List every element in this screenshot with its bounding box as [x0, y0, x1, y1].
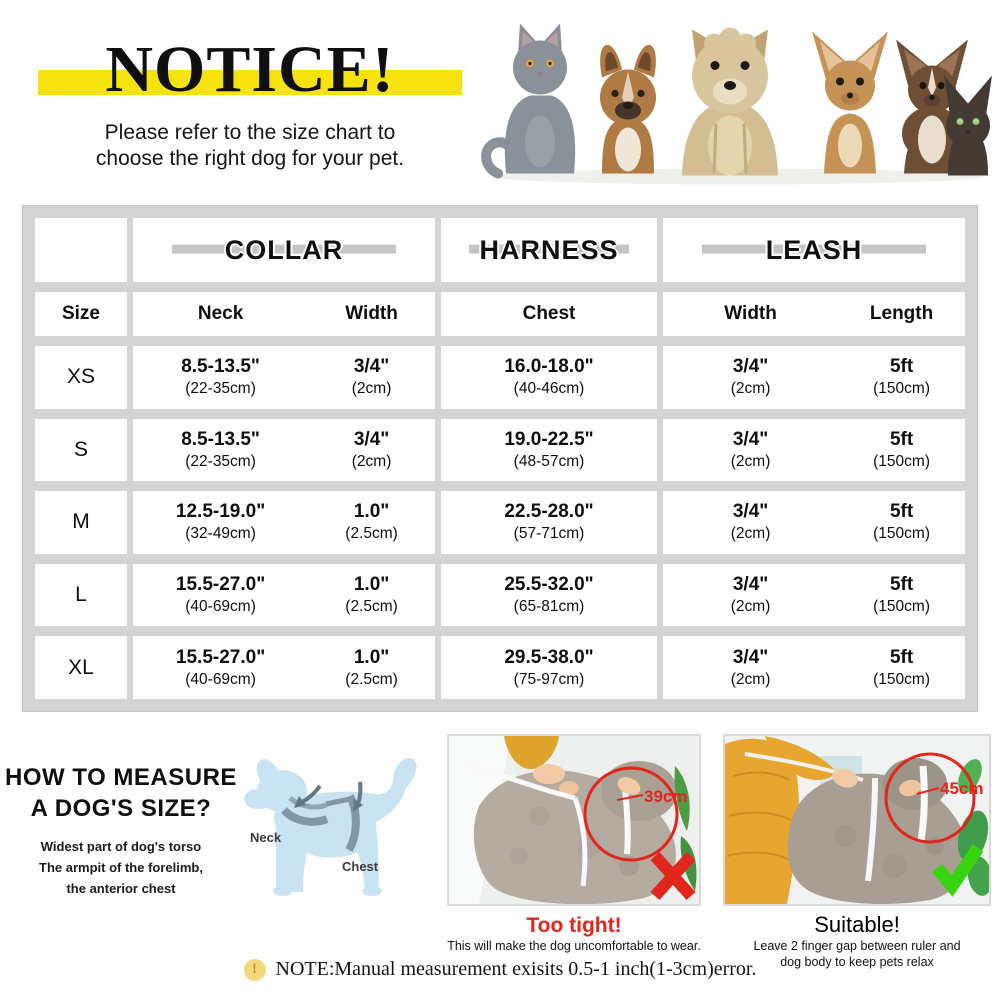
col-header-collar [133, 292, 435, 336]
harness-cell [441, 419, 657, 482]
footer-note-text: NOTE:Manual measurement exisits 0.5-1 inch(1-3cm)error. [275, 958, 757, 980]
col-header-length: Length [869, 303, 934, 324]
collar-width-cm: (2.5cm) [345, 525, 398, 543]
length-cm: (150cm) [873, 598, 930, 616]
neck-value: 15.5-27.0" [175, 574, 266, 596]
suitable-caption: Suitable! [814, 912, 900, 937]
footer-note [0, 958, 1000, 981]
harness-cell [441, 564, 657, 627]
length-cm: (150cm) [873, 670, 930, 688]
gray-cat [486, 24, 575, 174]
too-tight-caption: Too tight! [526, 914, 622, 937]
leash-width-cm: (2cm) [730, 452, 771, 470]
collar-width-cm: (2.5cm) [345, 598, 398, 616]
group-header-collar [133, 218, 435, 282]
leash-width-value: 3/4" [732, 356, 769, 378]
suitable-description-line1: Leave 2 finger gap between ruler and [753, 939, 961, 953]
suitable-measurement: 45cm [940, 779, 984, 798]
collar-cell [133, 564, 435, 627]
chest-label: Chest [342, 859, 379, 874]
chest-cm: (48-57cm) [513, 452, 585, 470]
chest-cm: (57-71cm) [513, 525, 585, 543]
length-cm: (150cm) [873, 380, 930, 398]
col-header-collar-width: Width [345, 303, 398, 324]
pets-photo [468, 2, 1000, 190]
collar-width-cm: (2cm) [351, 380, 392, 398]
collar-width-value: 1.0" [353, 646, 390, 668]
example-suitable [723, 734, 991, 970]
size-cell: M [35, 491, 127, 554]
length-value: 5ft [889, 574, 914, 596]
neck-cm: (22-35cm) [185, 452, 256, 470]
dark-cat [944, 76, 992, 176]
neck-cm: (32-49cm) [185, 525, 256, 543]
measure-desc-line3: the anterior chest [66, 881, 176, 896]
leash-width-cm: (2cm) [730, 598, 771, 616]
exclamation-icon: ! [244, 959, 266, 981]
measure-guide-text [5, 762, 237, 899]
too-tight-description: This will make the dog uncomfortable to wear. [447, 939, 701, 953]
harness-cell [441, 491, 657, 554]
length-cm: (150cm) [873, 452, 930, 470]
leash-cell [663, 636, 965, 699]
notice-subtitle-line1: Please refer to the size chart to [104, 121, 396, 144]
collar-width-value: 1.0" [353, 501, 390, 523]
collar-label: COLLAR [224, 234, 344, 265]
col-header-chest: Chest [441, 292, 657, 336]
chest-value: 19.0-22.5" [504, 428, 594, 450]
leash-cell [663, 491, 965, 554]
chest-cm: (75-97cm) [513, 670, 585, 688]
collar-width-cm: (2cm) [351, 452, 392, 470]
leash-width-cm: (2cm) [730, 525, 771, 543]
length-value: 5ft [889, 501, 914, 523]
length-cm: (150cm) [873, 525, 930, 543]
col-header-leash [663, 292, 965, 336]
chest-value: 29.5-38.0" [504, 646, 594, 668]
chest-cm: (65-81cm) [513, 598, 585, 616]
too-tight-photo [447, 734, 701, 906]
terrier-dog [682, 28, 778, 176]
col-header-size: Size [35, 292, 127, 336]
leash-width-value: 3/4" [732, 501, 769, 523]
length-value: 5ft [889, 356, 914, 378]
length-value: 5ft [889, 646, 914, 668]
size-chart-table [22, 205, 978, 712]
neck-cm: (22-35cm) [185, 380, 256, 398]
col-header-neck: Neck [197, 303, 244, 324]
neck-cm: (40-69cm) [185, 598, 256, 616]
neck-value: 12.5-19.0" [175, 501, 266, 523]
measure-desc-line2: The armpit of the forelimb, [39, 860, 203, 875]
harness-label: HARNESS [479, 234, 619, 265]
chihuahua [812, 32, 888, 174]
notice-title-text: NOTICE! [105, 33, 395, 106]
leash-width-value: 3/4" [732, 646, 769, 668]
measure-heading-line2: A DOG'S SIZE? [30, 795, 212, 822]
neck-cm: (40-69cm) [185, 670, 256, 688]
suitable-photo [723, 734, 991, 906]
french-bulldog [600, 45, 656, 174]
collar-cell [133, 419, 435, 482]
harness-cell [441, 636, 657, 699]
leash-cell [663, 346, 965, 409]
collar-width-value: 1.0" [353, 574, 390, 596]
neck-value: 8.5-13.5" [181, 356, 260, 378]
collar-cell [133, 346, 435, 409]
leash-width-value: 3/4" [732, 428, 769, 450]
harness-cell [441, 346, 657, 409]
leash-cell [663, 419, 965, 482]
leash-width-cm: (2cm) [730, 380, 771, 398]
neck-value: 15.5-27.0" [175, 646, 266, 668]
chest-value: 22.5-28.0" [504, 501, 594, 523]
collar-width-cm: (2.5cm) [345, 670, 398, 688]
suitable-description-line2: dog body to keep pets relax [780, 955, 934, 969]
chest-cm: (40-46cm) [513, 380, 585, 398]
length-value: 5ft [889, 428, 914, 450]
leash-cell [663, 564, 965, 627]
notice-title [38, 30, 462, 112]
collar-width-value: 3/4" [353, 428, 390, 450]
corner-empty-cell [35, 218, 127, 282]
notice-subtitle-line2: choose the right dog for your pet. [95, 147, 405, 170]
chest-value: 25.5-32.0" [504, 574, 594, 596]
leash-width-cm: (2cm) [730, 670, 771, 688]
neck-label: Neck [250, 830, 282, 845]
size-cell: XL [35, 636, 127, 699]
example-too-tight [447, 734, 701, 954]
measure-heading-line1: HOW TO MEASURE [5, 764, 237, 791]
chest-value: 16.0-18.0" [504, 356, 594, 378]
leash-label: LEASH [765, 234, 863, 265]
leash-width-value: 3/4" [732, 574, 769, 596]
size-cell: S [35, 419, 127, 482]
group-header-leash [663, 218, 965, 282]
collar-width-value: 3/4" [353, 356, 390, 378]
dog-measure-diagram [232, 738, 444, 920]
size-cell: XS [35, 346, 127, 409]
group-header-harness [441, 218, 657, 282]
notice-subtitle [38, 120, 462, 172]
too-tight-measurement: 39cm [644, 787, 688, 806]
size-cell: L [35, 564, 127, 627]
collar-cell [133, 491, 435, 554]
collar-cell [133, 636, 435, 699]
col-header-leash-width: Width [724, 303, 777, 324]
notice-block [38, 30, 462, 172]
measure-desc-line1: Widest part of dog's torso [40, 839, 202, 854]
neck-value: 8.5-13.5" [181, 428, 260, 450]
